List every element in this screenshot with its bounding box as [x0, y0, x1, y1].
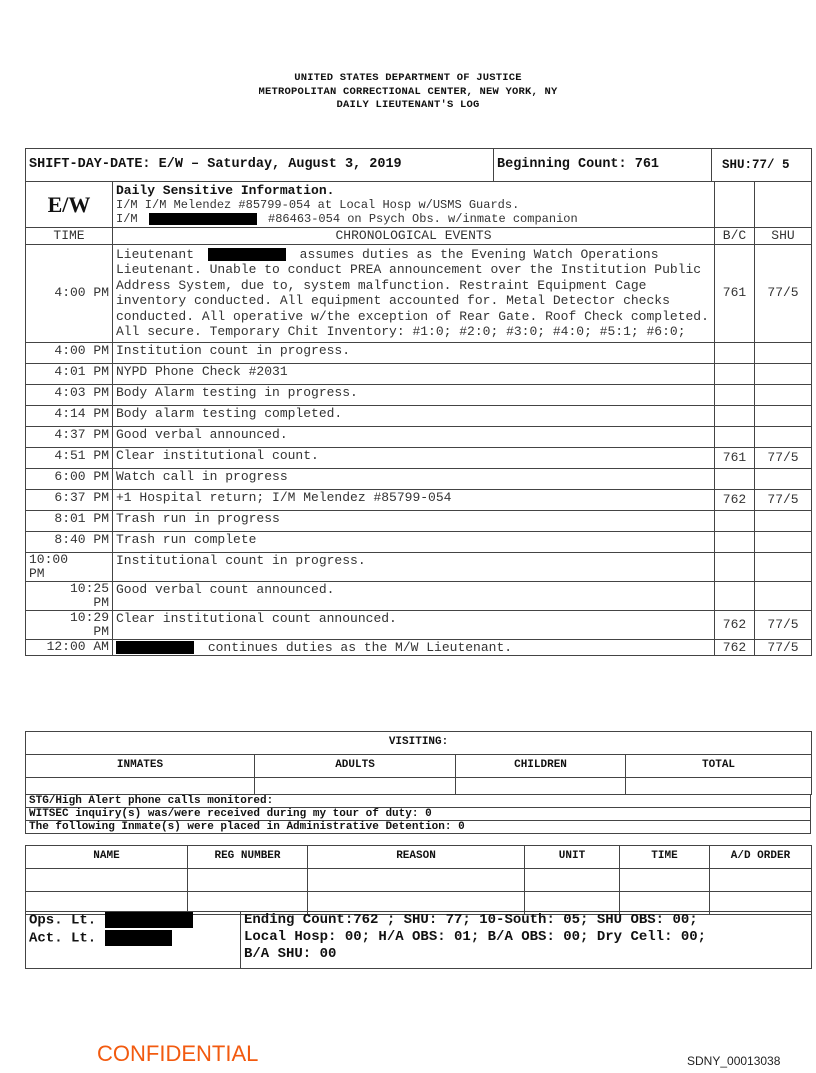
visiting-table [25, 731, 812, 795]
table-row [26, 384, 812, 405]
entry-event: +1 Hospital return; I/M Melendez #85799-054 [113, 489, 715, 510]
detention-row [26, 869, 812, 892]
table-row [26, 639, 812, 656]
detention-header-reg: REG NUMBER [188, 846, 308, 869]
entry-shu [755, 384, 812, 405]
entry-event: Institutional count in progress. [113, 552, 715, 581]
table-row [26, 468, 812, 489]
entry-shu [755, 342, 812, 363]
entry-bc [715, 468, 755, 489]
visiting-header-children: CHILDREN [456, 755, 626, 778]
entry-time: 10:25 PM [26, 581, 113, 610]
redacted-block [105, 930, 172, 946]
entry-bc: 762 [715, 610, 755, 639]
entry-time: 4:37 PM [26, 426, 113, 447]
entry-event: Watch call in progress [113, 468, 715, 489]
table-row [26, 244, 812, 342]
entry-event: NYPD Phone Check #2031 [113, 363, 715, 384]
table-row [26, 426, 812, 447]
visiting-adults-value [255, 778, 456, 795]
entry-shu [755, 581, 812, 610]
table-row [26, 447, 812, 468]
shift-day-date: SHIFT-DAY-DATE: E/W – Saturday, August 3, 2019 [26, 149, 494, 182]
entry-shu [755, 531, 812, 552]
entry-shu [755, 552, 812, 581]
table-row [26, 405, 812, 426]
entry-time: 4:00 PM [26, 244, 113, 342]
detention-cell [308, 869, 525, 892]
entry-shu [755, 510, 812, 531]
act-lt: Act. Lt. [29, 930, 237, 948]
visiting-header-adults: ADULTS [255, 755, 456, 778]
entry-bc [715, 531, 755, 552]
summary-line-1: Ending Count:762 ; SHU: 77; 10-South: 05; SHU OBS: 00; [244, 912, 698, 928]
entry-bc [715, 426, 755, 447]
entry-shu [755, 468, 812, 489]
chronological-log-table [25, 181, 812, 656]
shift-header-table [25, 148, 812, 182]
entry-event: Body alarm testing completed. [113, 405, 715, 426]
detention-cell [620, 869, 710, 892]
sensitive-line-2: I/M #86463-054 on Psych Obs. w/inmate companion [116, 212, 578, 226]
shu-cell [755, 182, 812, 228]
entry-bc [715, 510, 755, 531]
redacted-block [116, 641, 194, 654]
visiting-children-value [456, 778, 626, 795]
entry-event: Clear institutional count announced. [113, 610, 715, 639]
entry-time: 6:37 PM [26, 489, 113, 510]
entry-shu [755, 363, 812, 384]
detention-header-reason: REASON [308, 846, 525, 869]
entry-event: Good verbal count announced. [113, 581, 715, 610]
table-row [26, 510, 812, 531]
shift-code: E/W [26, 182, 113, 228]
entry-time: 12:00 AM [26, 639, 113, 656]
witsec-note: WITSEC inquiry(s) was/were received during my tour of duty: 0 [26, 808, 811, 821]
redacted-block [105, 912, 193, 928]
entry-shu: 77/5 [755, 610, 812, 639]
entry-shu: 77/5 [755, 489, 812, 510]
entry-shu: 77/5 [755, 244, 812, 342]
table-row [26, 489, 812, 510]
entry-event: Body Alarm testing in progress. [113, 384, 715, 405]
detention-header-time: TIME [620, 846, 710, 869]
summary-line-3: B/A SHU: 00 [244, 946, 337, 962]
entry-shu [755, 426, 812, 447]
entry-bc [715, 405, 755, 426]
ending-summary [241, 912, 812, 969]
table-row [26, 552, 812, 581]
entry-event: Clear institutional count. [113, 447, 715, 468]
entry-time: 4:51 PM [26, 447, 113, 468]
entry-bc [715, 363, 755, 384]
entry-time: 8:40 PM [26, 531, 113, 552]
entry-time: 4:14 PM [26, 405, 113, 426]
entry-bc: 761 [715, 244, 755, 342]
redacted-block [149, 213, 257, 225]
bates-number: SDNY_00013038 [687, 1054, 781, 1068]
entry-event: Institution count in progress. [113, 342, 715, 363]
column-header-shu: SHU [755, 228, 812, 245]
header-line-2: METROPOLITAN CORRECTIONAL CENTER, NEW YORK, NY [258, 85, 558, 98]
column-header-events: CHRONOLOGICAL EVENTS [113, 228, 715, 245]
header-line-3: DAILY LIEUTENANT'S LOG [336, 99, 480, 111]
shu-count: SHU:77/ 5 [712, 149, 812, 182]
entry-bc [715, 552, 755, 581]
entry-time: 4:01 PM [26, 363, 113, 384]
entry-time: 8:01 PM [26, 510, 113, 531]
table-row [26, 342, 812, 363]
column-header-time: TIME [26, 228, 113, 245]
entry-event: Good verbal announced. [113, 426, 715, 447]
summary-line-2: Local Hosp: 00; H/A OBS: 01; B/A OBS: 00; Dry Cell: 00; [244, 929, 707, 945]
entry-time: 4:00 PM [26, 342, 113, 363]
entry-event: continues duties as the M/W Lieutenant. [113, 639, 715, 656]
entry-bc: 762 [715, 639, 755, 656]
detention-table [25, 845, 812, 915]
table-row [26, 363, 812, 384]
entry-shu [755, 405, 812, 426]
signoff-table [25, 911, 812, 969]
detention-header-name: NAME [26, 846, 188, 869]
admin-detention-note: The following Inmate(s) were placed in Administrative Detention: 0 [26, 821, 811, 834]
visiting-header-inmates: INMATES [26, 755, 255, 778]
entry-time: 4:03 PM [26, 384, 113, 405]
visiting-header-total: TOTAL [626, 755, 812, 778]
visiting-inmates-value [26, 778, 255, 795]
entry-bc: 762 [715, 489, 755, 510]
confidential-stamp: CONFIDENTIAL [97, 1041, 259, 1066]
sensitive-title: Daily Sensitive Information. [116, 183, 335, 198]
detention-header-unit: UNIT [525, 846, 620, 869]
entry-event: Trash run in progress [113, 510, 715, 531]
visiting-title: VISITING: [26, 732, 812, 755]
entry-time: 10:29 PM [26, 610, 113, 639]
beginning-count: Beginning Count: 761 [494, 149, 712, 182]
table-row [26, 581, 812, 610]
entry-bc [715, 384, 755, 405]
entry-shu: 77/5 [755, 639, 812, 656]
sensitive-info [113, 182, 715, 228]
table-row [26, 610, 812, 639]
detention-cell [26, 869, 188, 892]
ops-lt: Ops. Lt. [29, 912, 237, 930]
column-header-bc: B/C [715, 228, 755, 245]
detention-cell [188, 869, 308, 892]
detention-header-ad-order: A/D ORDER [710, 846, 812, 869]
detention-cell [525, 869, 620, 892]
detention-cell [710, 869, 812, 892]
entry-bc [715, 581, 755, 610]
visiting-total-value [626, 778, 812, 795]
redacted-block [208, 248, 286, 261]
entry-bc: 761 [715, 447, 755, 468]
entry-event: Trash run complete [113, 531, 715, 552]
entry-time: 6:00 PM [26, 468, 113, 489]
notes-table [25, 794, 811, 834]
entry-bc [715, 342, 755, 363]
table-row [26, 531, 812, 552]
lieutenant-signatures [26, 912, 241, 969]
header-line-1: UNITED STATES DEPARTMENT OF JUSTICE [294, 72, 522, 84]
entry-event: Lieutenant assumes duties as the Evening Watch Operations Lieutenant. Unable to conduct PREA announcement over the Institution Public Address System, due to, system malfunction. Restraint Equipment Cage inventory conducted. All equipment accounted for. Metal Detector checks conducted. All operative w/the exception of Rear Gate. Roof Check completed. All secure. Temporary Chit Inventory: #1:0; #2:0; #3:0; #4:0; #5:1; #6:0; [113, 244, 715, 342]
bc-cell [715, 182, 755, 228]
entry-time: 10:00 PM [26, 552, 113, 581]
stg-note: STG/High Alert phone calls monitored: [26, 795, 811, 808]
sensitive-line-1: I/M I/M Melendez #85799-054 at Local Hosp w/USMS Guards. [116, 198, 520, 212]
entry-shu: 77/5 [755, 447, 812, 468]
document-header [0, 72, 816, 113]
